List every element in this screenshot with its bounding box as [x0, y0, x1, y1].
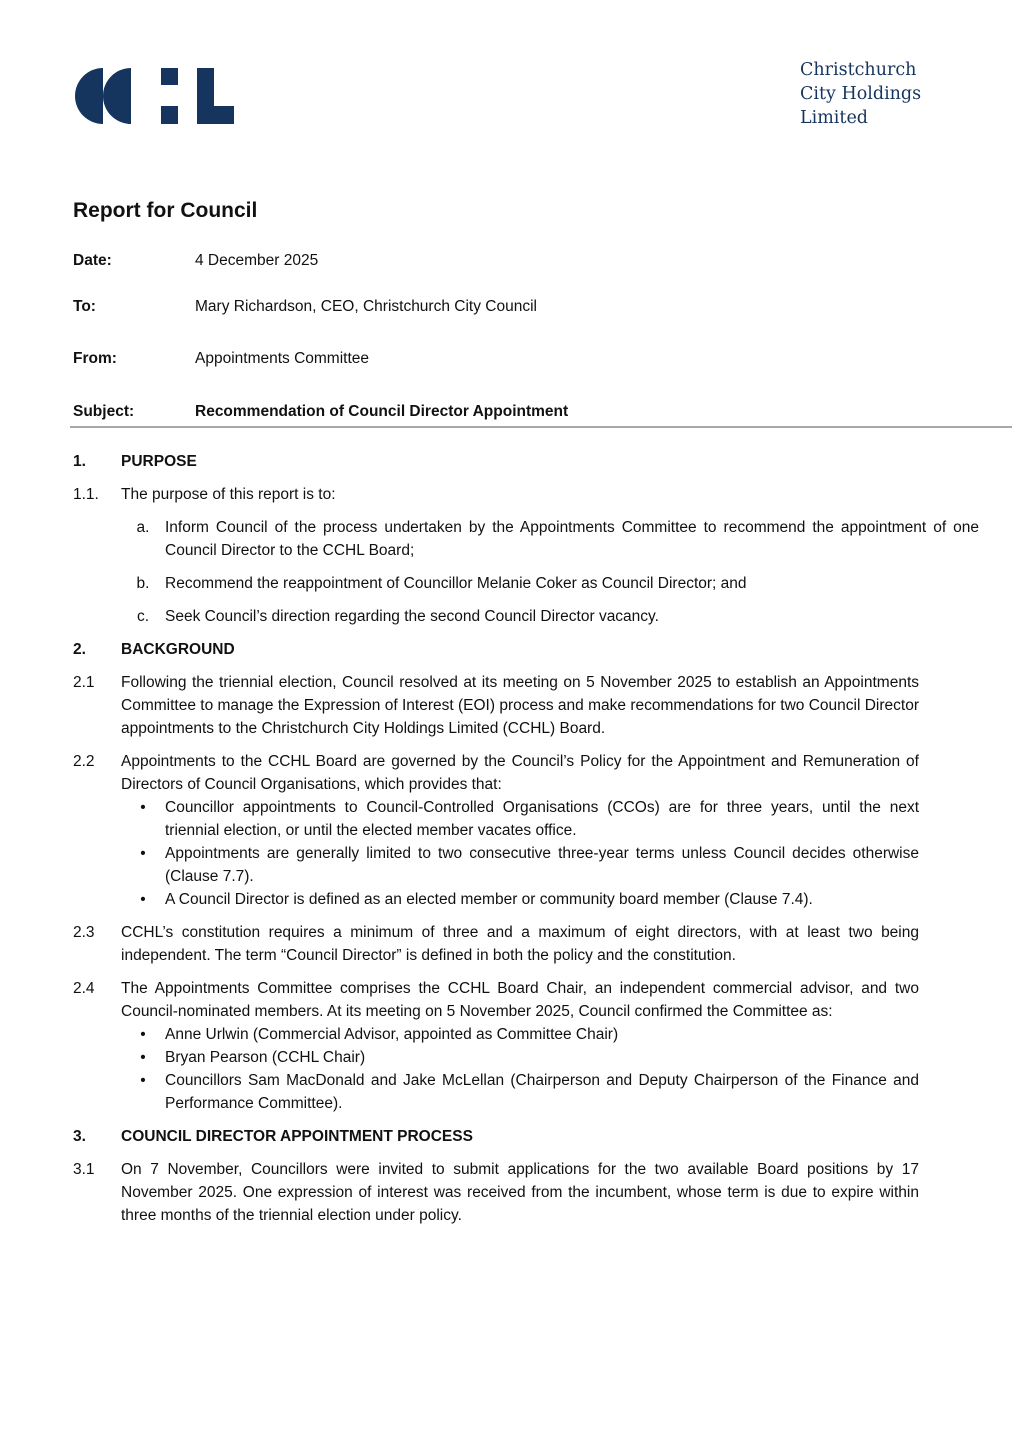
paragraph-number: 1.1.: [73, 486, 99, 503]
paragraph: [73, 921, 919, 967]
bullet-list: [121, 796, 919, 911]
bullet-list: [121, 1023, 919, 1115]
org-line-3: Limited: [800, 108, 869, 128]
bullet-item: [121, 1023, 919, 1046]
section-number: 1.: [73, 453, 86, 470]
paragraph-number: 2.1: [73, 674, 95, 691]
section-heading: [73, 1125, 919, 1148]
list-marker: c.: [136, 608, 150, 625]
bullet-text: Councillors Sam MacDonald and Jake McLellan (Chairperson and Deputy Chairperson of the Finance and Performance Committee).: [165, 1072, 919, 1112]
paragraph: [73, 483, 919, 506]
paragraph-number: 3.1: [73, 1161, 95, 1178]
section-title: PURPOSE: [121, 453, 197, 470]
paragraph-text: Following the triennial election, Council resolved at its meeting on 5 November 2025 to establish an Appointments Committee to manage the Expression of Interest (EOI) process and make recommendations for two Council Director appointments to the Christchurch City Holdings Limited (CCHL) Board.: [121, 674, 919, 737]
cchl-logo-mark: [75, 68, 235, 124]
section-number: 3.: [73, 1128, 86, 1145]
org-line-1: Christchurch: [800, 60, 917, 80]
list-marker: a.: [136, 519, 150, 536]
paragraph-number: 2.2: [73, 753, 95, 770]
org-line-2: City Holdings: [800, 84, 922, 104]
bullet-text: Bryan Pearson (CCHL Chair): [165, 1049, 366, 1066]
paragraph-text: Appointments to the CCHL Board are governed by the Council’s Policy for the Appointment and Remuneration of Directors of Council Organisations, which provides that:: [121, 753, 919, 793]
to-value: Mary Richardson, CEO, Christchurch City Council: [195, 298, 537, 315]
list-item: [121, 572, 979, 595]
list-item-text: Recommend the reappointment of Councillor Melanie Coker as Council Director; and: [165, 575, 747, 592]
section-heading: [73, 638, 919, 661]
bullet-item: [121, 842, 919, 888]
report-body: [73, 450, 979, 1237]
list-item: [121, 516, 979, 562]
section-heading: [73, 450, 919, 473]
paragraph: [73, 1158, 919, 1227]
paragraph-number: 2.4: [73, 980, 95, 997]
date-value: 4 December 2025: [195, 252, 319, 269]
paragraph-text: On 7 November, Councillors were invited to submit applications for the two available Board positions by 17 November 2025. One expression of interest was received from the incumbent, whose term is due to expire within three months of the triennial election under policy.: [121, 1161, 919, 1224]
bullet-text: Appointments are generally limited to two consecutive three-year terms unless Council decides otherwise (Clause 7.7).: [165, 845, 919, 885]
to-label: To:: [73, 298, 96, 315]
bullet-icon: •: [140, 799, 146, 816]
bullet-icon: •: [140, 891, 146, 908]
date-label: Date:: [73, 252, 112, 269]
bullet-text: Councillor appointments to Council-Controlled Organisations (CCOs) are for three years, until the next triennial election, or until the elected member vacates office.: [165, 799, 919, 839]
organisation-name: [800, 58, 921, 130]
paragraph-text: The purpose of this report is to:: [121, 486, 336, 503]
list-item-text: Inform Council of the process undertaken by the Appointments Committee to recommend the appointment of one Council Director to the CCHL Board;: [165, 519, 979, 559]
section-title: COUNCIL DIRECTOR APPOINTMENT PROCESS: [121, 1128, 473, 1145]
subject-value: Recommendation of Council Director Appointment: [195, 403, 569, 420]
bullet-item: [121, 888, 919, 911]
purpose-list: [121, 516, 979, 628]
bullet-item: [121, 1046, 919, 1069]
report-title: Report for Council: [73, 199, 258, 222]
bullet-icon: •: [140, 1049, 146, 1066]
paragraph: [73, 977, 919, 1115]
bullet-item: [121, 1069, 919, 1115]
section-number: 2.: [73, 641, 86, 658]
subject-label: Subject:: [73, 403, 135, 420]
from-value: Appointments Committee: [195, 350, 370, 367]
bullet-icon: •: [140, 845, 146, 862]
list-item: [121, 605, 979, 628]
paragraph-text: The Appointments Committee comprises the CCHL Board Chair, an independent commercial advisor, and two Council-nominated members. At its meeting on 5 November 2025, Council confirmed the Committee as:: [121, 980, 919, 1020]
section-title: BACKGROUND: [121, 641, 235, 658]
cchl-logo: [75, 68, 235, 129]
paragraph-number: 2.3: [73, 924, 95, 941]
bullet-text: A Council Director is defined as an elected member or community board member (Clause 7.4).: [165, 891, 813, 908]
paragraph: [73, 750, 919, 911]
paragraph-body: [121, 977, 919, 1115]
list-marker: b.: [136, 575, 150, 592]
paragraph-body: [121, 750, 919, 911]
bullet-item: [121, 796, 919, 842]
header-divider: [70, 426, 1012, 428]
from-label: From:: [73, 350, 117, 367]
paragraph-text: CCHL’s constitution requires a minimum of three and a maximum of eight directors, with at least two being independent. The term “Council Director” is defined in both the policy and the constitution.: [121, 924, 919, 964]
list-item-text: Seek Council’s direction regarding the second Council Director vacancy.: [165, 608, 659, 625]
bullet-text: Anne Urlwin (Commercial Advisor, appointed as Committee Chair): [165, 1026, 619, 1043]
bullet-icon: •: [140, 1026, 146, 1043]
bullet-icon: •: [140, 1072, 146, 1089]
paragraph: [73, 671, 919, 740]
